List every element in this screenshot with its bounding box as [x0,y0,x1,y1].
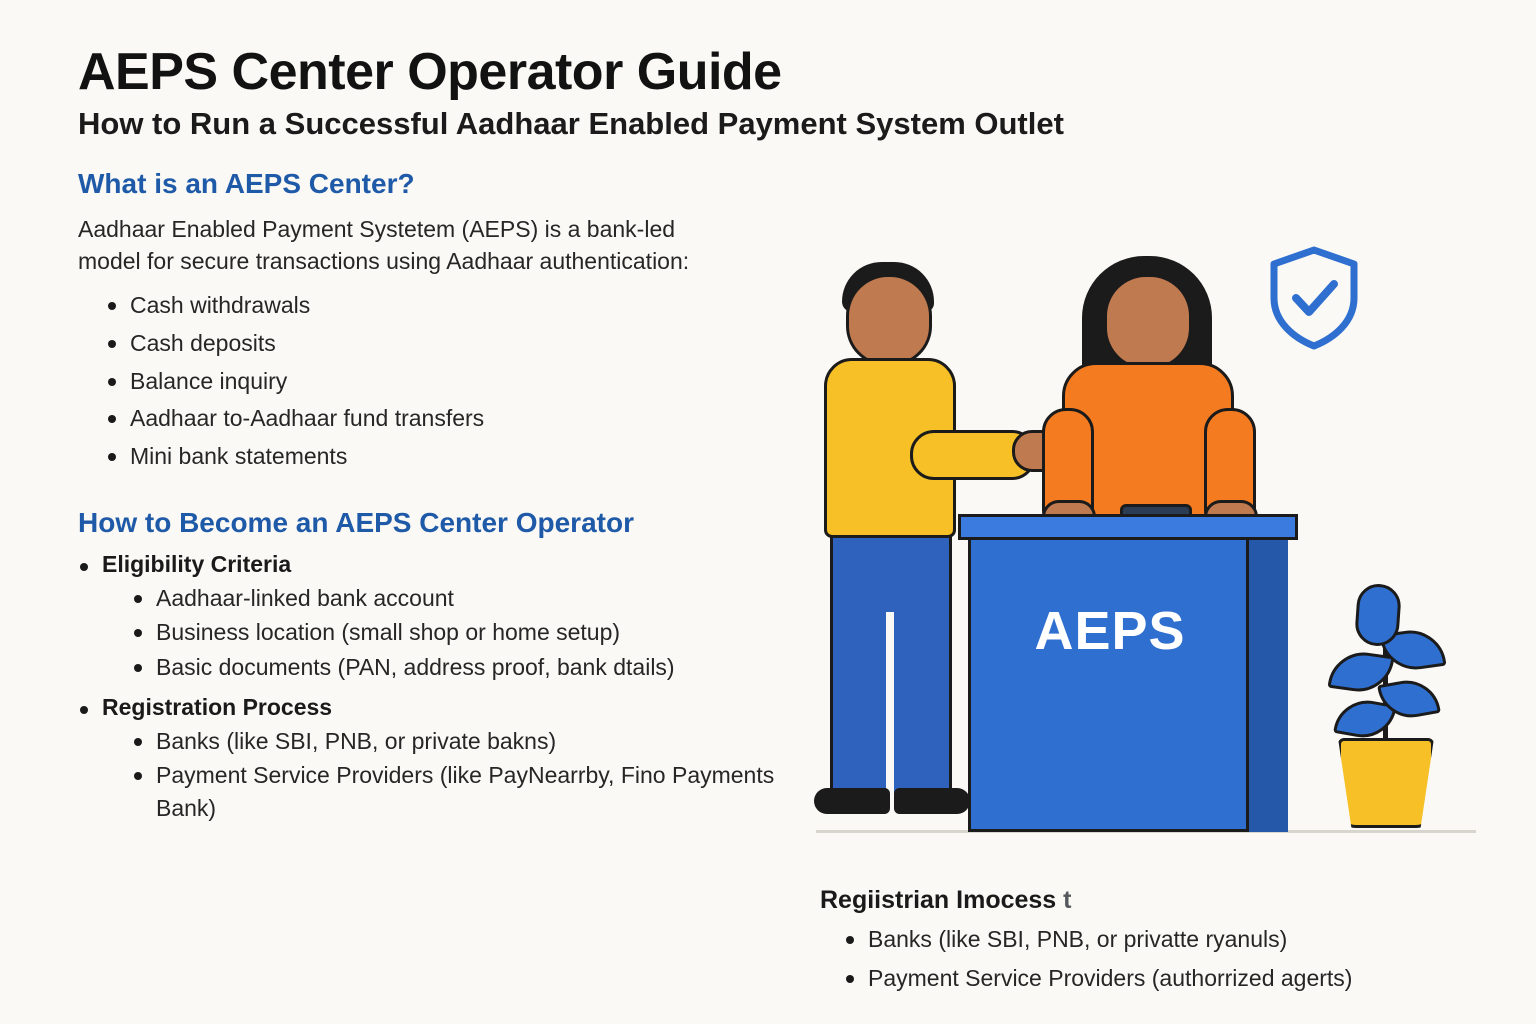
section-one-paragraph: Aadhaar Enabled Payment Systetem (AEPS) is a bank-led model for secure transactions using Aadhaar authentication: [78,215,690,274]
list-item: Aadhaar-linked bank account [130,582,838,615]
shield-check-icon [1268,246,1360,350]
service-counter-side [1246,532,1288,832]
list-item: Business location (small shop or home setup) [130,616,838,649]
lower-right-repeat-block [820,886,1520,1000]
list-item: Basic documents (PAN, address proof, bank dtails) [130,651,838,684]
aeps-services-list [78,289,838,472]
left-content-column [78,168,838,825]
page-title: AEPS Center Operator Guide [78,43,782,101]
aeps-counter-illustration [790,232,1490,852]
list-item: Cash deposits [104,327,838,360]
lower-right-list [820,923,1520,994]
list-item: Balance inquiry [104,365,838,398]
potted-plant-icon [1338,738,1434,828]
lower-right-heading [820,886,1520,915]
list-item: Aadhaar to-Aadhaar fund transfers [104,402,838,435]
page-subtitle: How to Run a Successful Aadhaar Enabled Payment System Outlet [78,106,1064,142]
list-item: Banks (like SBI, PNB, or private bakns) [130,725,838,758]
customer-right-shoe [894,788,970,814]
section-heading-what-is-aeps: What is an AEPS Center? [78,167,415,199]
group-label-eligibility: Eligibility Criteria [78,551,838,578]
customer-head [846,274,932,366]
operator-head [1104,274,1192,370]
lower-right-heading-artifact: t [1063,886,1072,914]
customer-leg-gap [886,612,894,800]
counter-label: AEPS [1034,601,1186,661]
lower-right-heading-text: Regiistrian Imocess [820,886,1057,914]
list-item: Payment Service Providers (like PayNearrby, Fino Payments Bank) [130,759,838,824]
customer-left-shoe [814,788,890,814]
registration-process-list [78,725,838,825]
list-item: Cash withdrawals [104,289,838,322]
section-heading-become-operator: How to Become an AEPS Center Operator [78,506,634,538]
list-item: Banks (like SBI, PNB, or privatte ryanuls) [842,923,1520,956]
service-counter-top [958,514,1298,540]
list-item: Payment Service Providers (authorrized agerts) [842,962,1520,995]
service-counter [968,520,1288,832]
group-label-registration: Registration Process [78,694,838,721]
list-item: Mini bank statements [104,440,838,473]
eligibility-criteria-list [78,582,838,684]
